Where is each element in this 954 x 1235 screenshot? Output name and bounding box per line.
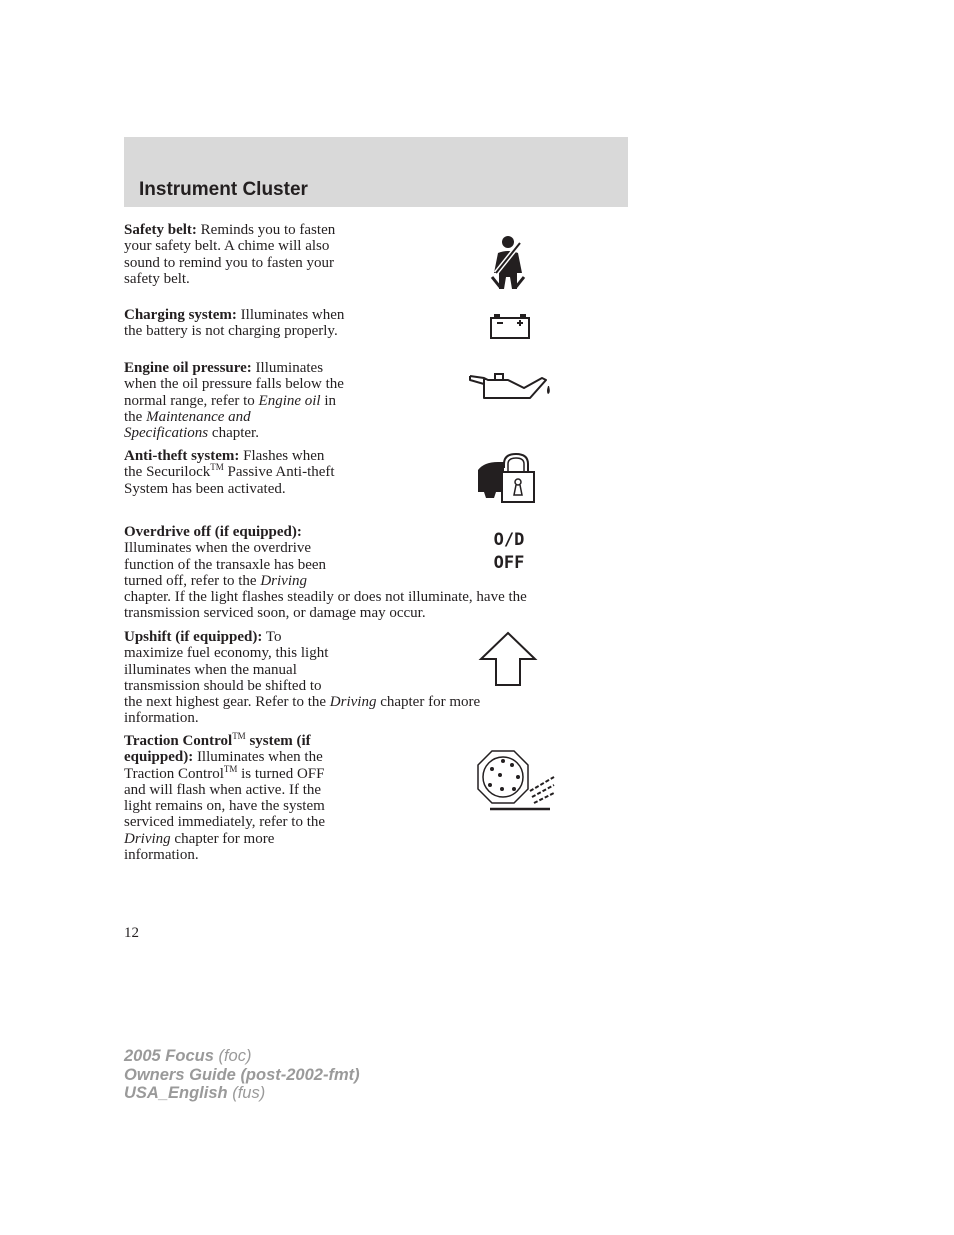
engine-oil-text: Engine oil pressure: Illuminates when the oil pressure falls below the normal range, refer to Engine oil in the Maintenance and Specifications chapter.: [124, 360, 344, 442]
anti-theft-text: Anti-theft system: Flashes when the Securilock™ Passive Anti-theft System has been activated.: [124, 448, 335, 497]
overdrive-text: Overdrive off (if equipped): Illuminates when the overdrive function of the transaxle has been turned off, refer to the Driving chapter. If the light flashes steadily or does not illuminate, have the transmission serviced soon, or damage may occur.: [124, 524, 527, 622]
safety-belt-text: Safety belt: Reminds you to fasten your safety belt. A chime will also sound to remind you to fasten your safety belt.: [124, 222, 336, 287]
oil-can-icon: [468, 366, 554, 400]
charging-system-text: Charging system: Illuminates when the battery is not charging properly.: [124, 307, 345, 340]
traction-control-text: Traction Control™ system (if equipped): Illuminates when the Traction Control™ is turned OFF and will flash when active. If the light remains on, have the system serviced immediately, refer to the Driving chapter for more information.: [124, 731, 326, 864]
section-header: [124, 137, 628, 207]
page-number: 12: [124, 925, 139, 941]
battery-icon: [489, 312, 531, 340]
seatbelt-icon: [484, 233, 532, 291]
traction-control-icon: [470, 747, 556, 813]
document-footer: 2005 Focus (foc) Owners Guide (post-2002-fmt) USA_English (fus): [124, 1047, 360, 1102]
upshift-text: Upshift (if equipped): To maximize fuel economy, this light illuminates when the manual transmission should be shifted to the next highest gear. Refer to the Driving chapter for more information.: [124, 629, 481, 727]
car-padlock-icon: [476, 452, 538, 504]
up-arrow-icon: [478, 630, 538, 688]
overdrive-off-icon: O/D OFF: [493, 530, 525, 573]
page-title: Instrument Cluster: [139, 179, 308, 200]
